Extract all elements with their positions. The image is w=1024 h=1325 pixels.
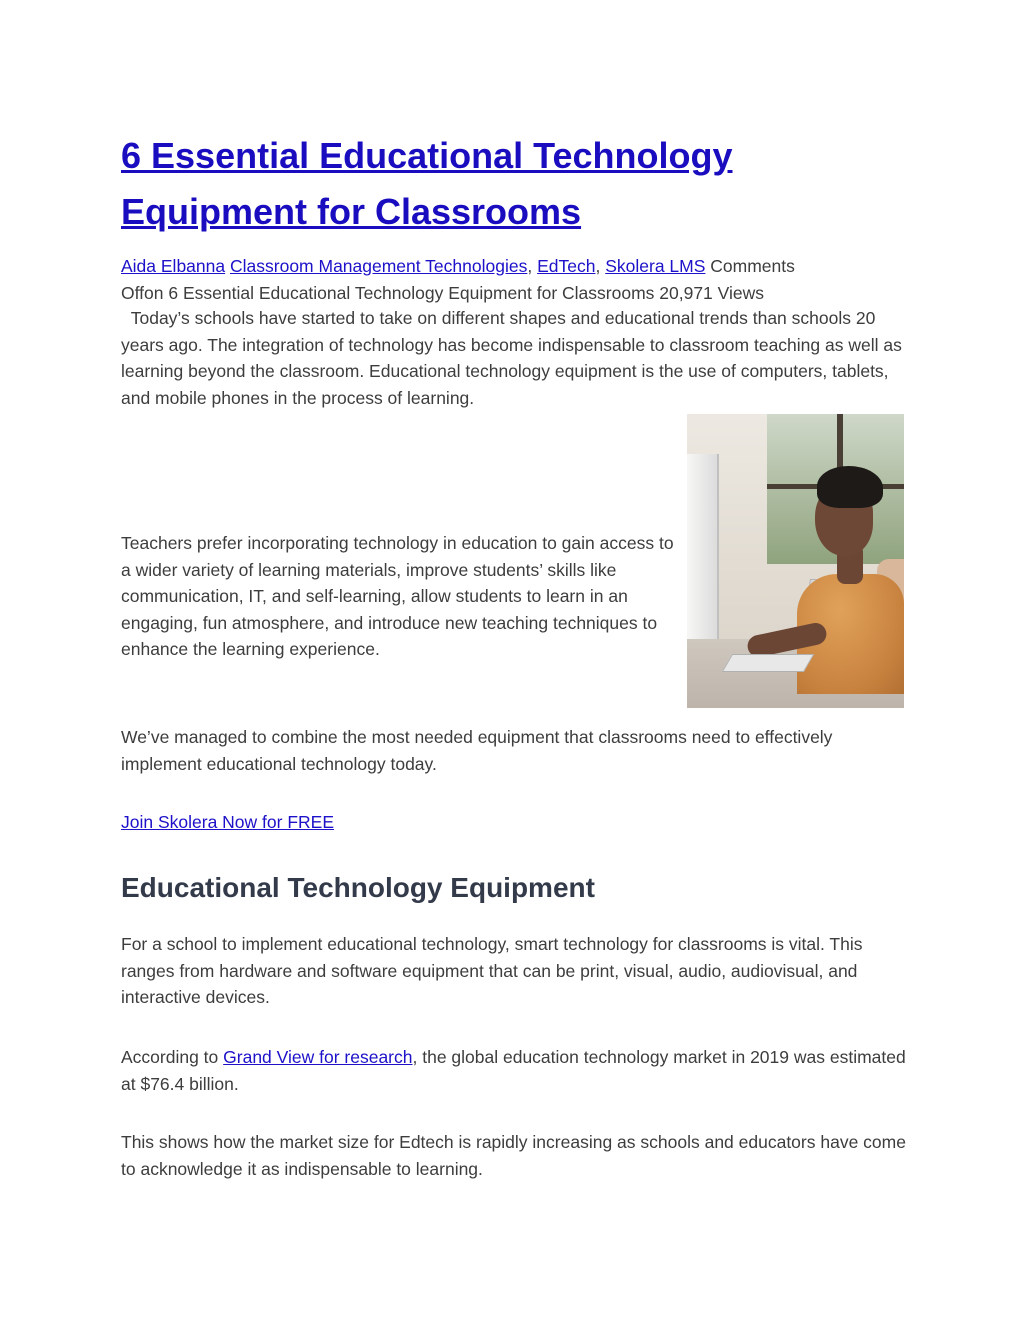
title-link[interactable]: 6 Essential Educational Technology Equipment for Classrooms bbox=[121, 135, 733, 232]
grand-view-research-link[interactable]: Grand View for research bbox=[223, 1047, 413, 1067]
category-link-edtech[interactable]: EdTech bbox=[537, 256, 596, 276]
category-separator: , bbox=[527, 256, 533, 276]
student-at-computer-image bbox=[687, 414, 904, 708]
market-text-after: , the global education technology market in 2019 was estimated at $76.4 billion. bbox=[121, 1047, 906, 1094]
category-link-skolera-lms[interactable]: Skolera LMS bbox=[605, 256, 706, 276]
page-title bbox=[121, 128, 881, 240]
comments-label: Comments bbox=[710, 256, 795, 276]
equipment-intro-paragraph: We’ve managed to combine the most needed equipment that classrooms need to effectively implement educational technology today. bbox=[121, 727, 833, 774]
market-text-before: According to bbox=[121, 1047, 224, 1067]
join-paragraph bbox=[121, 809, 521, 836]
category-separator: , bbox=[595, 256, 601, 276]
section-heading: Educational Technology Equipment bbox=[121, 872, 595, 903]
photo-keyboard bbox=[722, 654, 814, 672]
photo-monitor bbox=[687, 454, 719, 644]
market-growth-paragraph: This shows how the market size for Edtech is rapidly increasing as schools and educators have come to acknowledge it as indispensable to learning. bbox=[121, 1132, 906, 1179]
school-paragraph: For a school to implement educational technology, smart technology for classrooms is vital. This ranges from hardware and software equipment that can be print, visual, audio, audiovisual, and interactive devices. bbox=[121, 934, 863, 1007]
category-link-classroom-management[interactable]: Classroom Management Technologies bbox=[230, 256, 528, 276]
join-skolera-link[interactable]: Join Skolera Now for FREE bbox=[121, 812, 334, 832]
comments-views-line: Offon 6 Essential Educational Technology Equipment for Classrooms 20,971 Views bbox=[121, 282, 765, 303]
post-meta bbox=[121, 253, 911, 306]
intro-paragraph: Today’s schools have started to take on different shapes and educational trends than schools 20 years ago. The integration of technology has become indispensable to classroom teaching as well as learning beyond the classroom. Educational technology equipment is the use of computers, tablets, and mobile phones in the process of learning. bbox=[121, 308, 907, 408]
teachers-paragraph: Teachers prefer incorporating technology in education to gain access to a wider variety of learning materials, improve students’ skills like communication, IT, and self-learning, allow students to learn in an engaging, fun atmosphere, and introduce new teaching techniques to enhance the learning experience. bbox=[121, 533, 674, 659]
author-link[interactable]: Aida Elbanna bbox=[121, 256, 226, 276]
market-paragraph bbox=[121, 1044, 911, 1097]
